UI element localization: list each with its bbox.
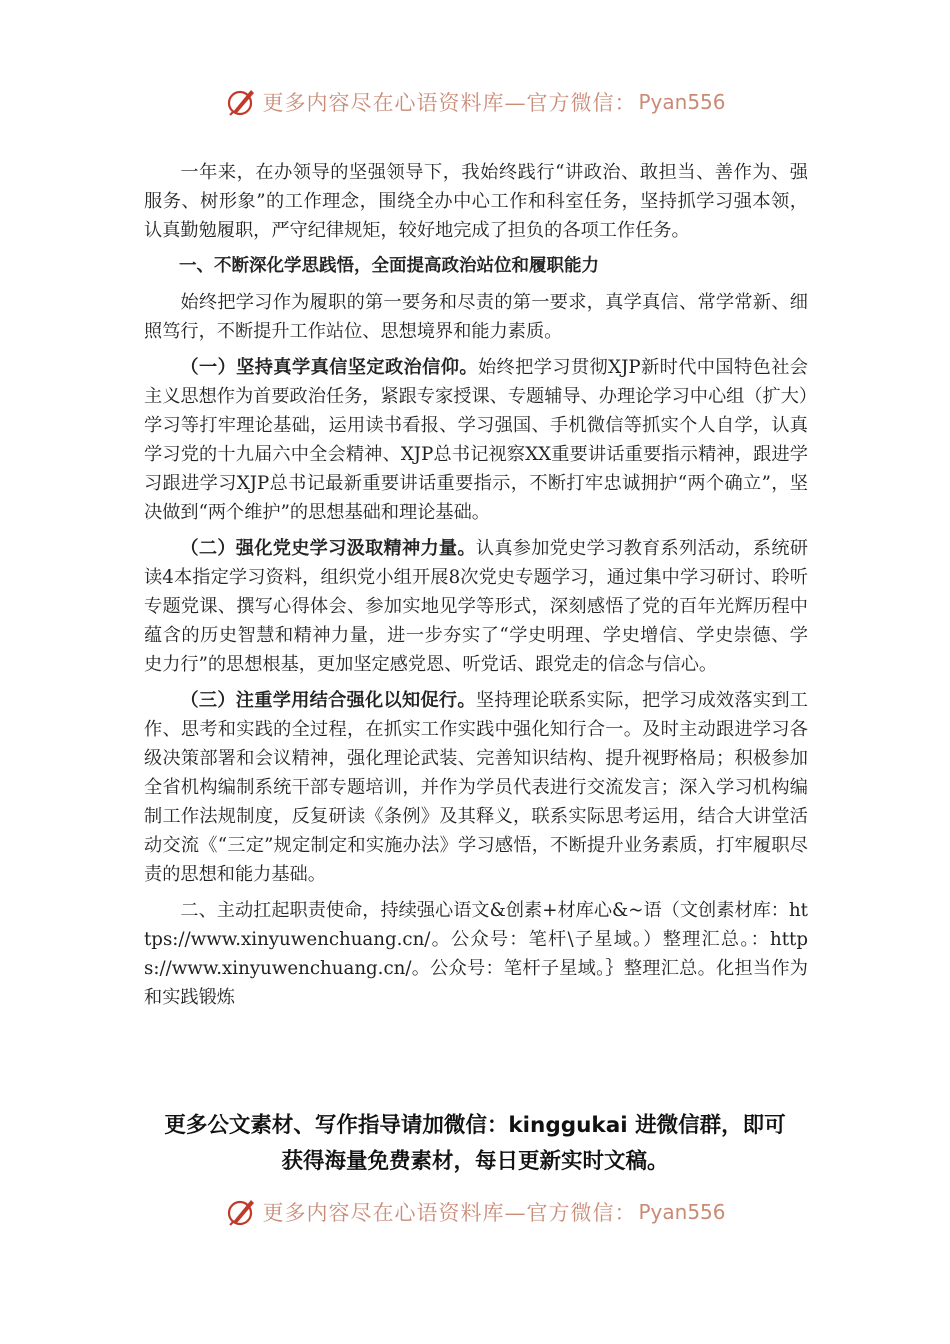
footer-promo — [110, 1108, 840, 1180]
item-3-title: （三）注重学用结合强化以知促行。 — [180, 690, 476, 711]
item-2-body: 认真参加党史学习教育系列活动，系统研读4本指定学习资料，组织党小组开展8次党史专题学习，通过集中学习研讨、聆听专题党课、撰写心得体会、参加实地见学等形式，深刻感悟了党的百年光辉历程中蕴含的历史智慧和精神力量，进一步夯实了“学史明理、学史增信、学史崇德、学史力行”的思想根基，更加坚定感党恩、听党话、跟党走的信念与信心。 — [144, 538, 808, 675]
item-2-title: （二）强化党史学习汲取精神力量。 — [180, 538, 476, 559]
document-body — [144, 158, 808, 1012]
watermark-banner-top — [0, 80, 950, 124]
pen-quill-icon — [224, 85, 258, 119]
watermark-banner-bottom — [0, 1190, 950, 1234]
watermark-site-text: 更多内容尽在心语资料库—官方微信： — [262, 1201, 637, 1225]
section-1-lead: 始终把学习作为履职的第一要务和尽责的第一要求，真学真信、常学常新、细照笃行，不断提升工作站位、思想境界和能力素质。 — [144, 292, 808, 342]
section-1-item-1 — [144, 353, 808, 527]
watermark-wechat-id: Pyan556 — [638, 1200, 726, 1224]
section-1-item-2 — [144, 534, 808, 679]
footer-line-1: 更多公文素材、写作指导请加微信：kinggukai 进微信群，即可 — [164, 1113, 786, 1138]
pen-quill-icon — [224, 1195, 258, 1229]
intro-paragraph: 一年来，在办领导的坚强领导下，我始终践行“讲政治、敢担当、善作为、强服务、树形象”的工作理念，围绕全办中心工作和科室任务，坚持抓学习强本领，认真勤勉履职，严守纪律规矩，较好地完成了担负的各项工作任务。 — [144, 162, 808, 241]
item-1-title: （一）坚持真学真信坚定政治信仰。 — [180, 357, 478, 378]
item-3-body: 坚持理论联系实际，把学习成效落实到工作、思考和实践的全过程，在抓实工作实践中强化知行合一。及时主动跟进学习各级决策部署和会议精神，强化理论武装、完善知识结构、提升视野格局；积极参加全省机构编制系统干部专题培训，并作为学员代表进行交流发言；深入学习机构编制工作法规制度，反复研读《条例》及其释义，联系实际思考运用，结合大讲堂活动交流《“三定”规定制定和实施办法》学习感悟，不断提升业务素质，打牢履职尽责的思想和能力基础。 — [144, 690, 808, 885]
section-1-heading: 一、不断深化学思践悟，全面提高政治站位和履职能力 — [179, 256, 599, 276]
item-1-body: 始终把学习贯彻XJP新时代中国特色社会主义思想作为首要政治任务，紧跟专家授课、专题辅导、办理论学习中心组（扩大）学习等打牢理论基础，运用读书看报、学习强国、手机微信等抓实个人自学，认真学习党的十九届六中全会精神、XJP总书记视察XX重要讲话重要指示精神，跟进学习跟进学习XJP总书记最新重要讲话重要指示，不断打牢忠诚拥护“两个确立”，坚决做到“两个维护”的思想基础和理论基础。 — [144, 357, 808, 523]
watermark-site-text: 更多内容尽在心语资料库—官方微信： — [262, 91, 637, 115]
footer-line-2: 获得海量免费素材，每日更新实时文稿。 — [281, 1149, 669, 1174]
watermark-wechat-id: Pyan556 — [638, 90, 726, 114]
section-1-item-3 — [144, 686, 808, 889]
section-2-paragraph: 二、主动扛起职责使命，持续强心语文&创素+材库心&~语（文创素材库：https://www.xinyuwenchuang.cn/。公众号：笔杆\子星域。）整理汇总。：https://www.xinyuwenchuang.cn/。公众号：笔杆子星域。｝整理汇总。化担当作为和实践锻炼 — [144, 900, 808, 1008]
